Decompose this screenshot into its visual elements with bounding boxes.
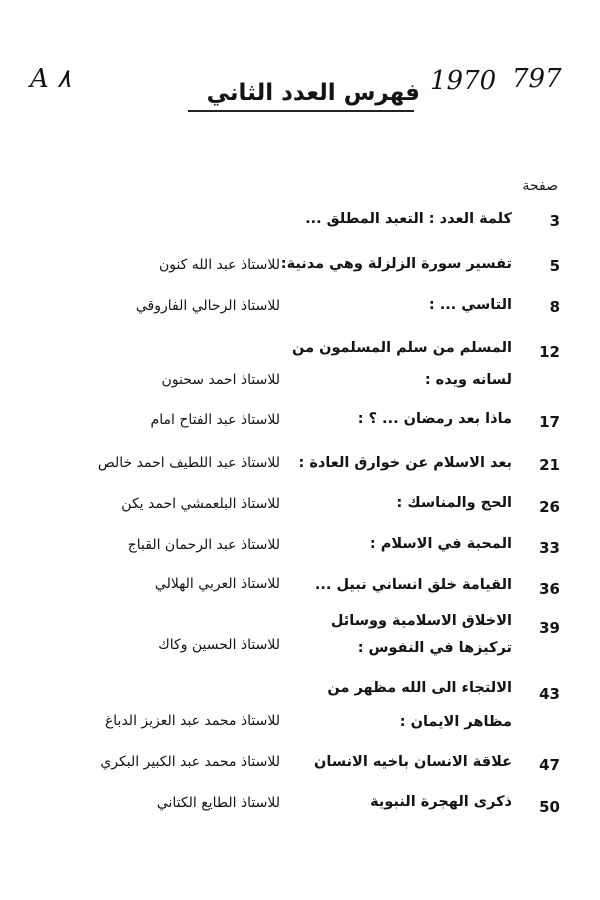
entry-title: ذكرى الهجرة النبوية: [370, 794, 512, 810]
entry-author: للاستاذ محمد عبد العزيز الدباغ: [104, 713, 280, 729]
title-underline: [188, 110, 414, 112]
entry-author: للاستاذ عبد اللطيف احمد خالص: [97, 455, 280, 471]
entry-author: للاستاذ الطايع الكتاني: [156, 795, 280, 811]
entry-author: للاستاذ عبد الفتاح امام: [150, 412, 280, 428]
entry-page-number: 21: [539, 456, 560, 474]
entry-page-number: 36: [539, 580, 560, 598]
entry-author: للاستاذ الحسين وكاك: [158, 637, 280, 653]
entry-title: تفسير سورة الزلزلة وهي مدنية:: [280, 256, 512, 272]
entry-author: للاستاذ عبد الرحمان القباج: [127, 537, 280, 553]
entry-author: للاستاذ محمد عبد الكبير البكري: [100, 754, 280, 770]
page-title: فهرس العدد الثاني: [206, 80, 420, 106]
entry-title: علاقة الانسان باخيه الانسان: [314, 754, 512, 770]
entry-page-number: 39: [539, 619, 560, 637]
entry-page-number: 43: [539, 685, 560, 703]
handwritten-number: 797: [512, 64, 562, 94]
entry-author: للاستاذ احمد سحنون: [161, 372, 280, 388]
entry-page-number: 8: [549, 298, 560, 316]
entry-title: التاسي ... :: [428, 297, 512, 313]
entry-title-continued: لسانه ويده :: [424, 372, 512, 388]
entry-page-number: 12: [539, 343, 560, 361]
page-column-label: صفحة: [522, 178, 558, 194]
entry-author: للاستاذ البلعمشي احمد يكن: [121, 496, 280, 512]
entry-author: للاستاذ العربي الهلالي: [154, 576, 280, 592]
entry-title: الاخلاق الاسلامية ووسائل: [330, 613, 512, 629]
entry-page-number: 17: [539, 413, 560, 431]
entry-title: الالتجاء الى الله مظهر من: [327, 680, 512, 696]
entry-title: ماذا بعد رمضان ... ؟ :: [357, 411, 512, 427]
entry-title: المحبة في الاسلام :: [369, 536, 512, 552]
handwritten-mark: A ۸: [30, 64, 72, 94]
entry-title: كلمة العدد : التعبد المطلق ...: [305, 211, 512, 227]
entry-page-number: 5: [549, 257, 560, 275]
entry-page-number: 3: [549, 212, 560, 230]
entry-title: الحج والمناسك :: [396, 495, 512, 511]
handwritten-year: 1970: [430, 66, 497, 96]
entry-title-continued: مظاهر الايمان :: [399, 714, 512, 730]
entry-page-number: 47: [539, 756, 560, 774]
entry-title-continued: تركيزها في النفوس :: [357, 640, 512, 656]
entry-title: المسلم من سلم المسلمون من: [292, 340, 512, 356]
entry-title: بعد الاسلام عن خوارق العادة :: [298, 455, 512, 471]
entry-page-number: 26: [539, 498, 560, 516]
entry-author: للاستاذ الرحالي الفاروقي: [135, 298, 280, 314]
entry-page-number: 50: [539, 798, 560, 816]
entry-title: القيامة خلق انساني نبيل ...: [314, 577, 512, 593]
entry-page-number: 33: [539, 539, 560, 557]
entry-author: للاستاذ عبد الله كنون: [158, 257, 280, 273]
